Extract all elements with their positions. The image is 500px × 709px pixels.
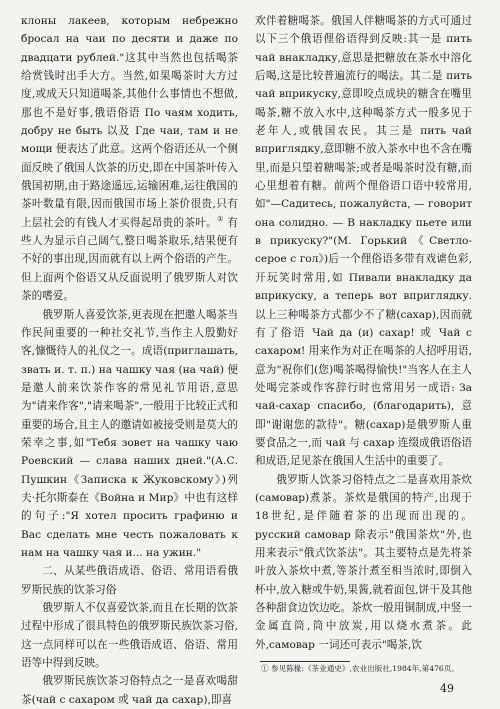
page-number: 49 xyxy=(440,682,454,695)
paragraph: 俄罗斯人不仅喜爱饮茶,而且在长期的饮茶过程中形成了很具特色的俄罗斯民族饮茶习俗,这一点同样可以在一些俄语成语、俗语、常用语等中得到反映。 xyxy=(21,602,238,670)
footnote-marker: ① xyxy=(261,664,269,673)
right-column xyxy=(255,12,472,654)
footnote-divider xyxy=(260,661,350,662)
left-column xyxy=(21,12,238,709)
paragraph: 俄罗斯人饮茶习俗特点之二是喜欢用茶炊(самовар)煮茶。茶炊是俄国的特产,出现于18世纪,是伴随着茶的出现而出现的。русский самовар 除表示"俄国茶炊"外,也用来表示"俄式饮茶法"。其主要特点是先将茶叶放入茶炊中煮,等茶汁煮至相当浓时,即倒入杯中,放入糖或牛奶,果酱,就着面包,饼干及其他各种甜食边饮边吃。茶炊一般用铜制成,中竖一金属直筒,筒中放炭,用以烧水煮茶。此外,самовар 一词还可表示"喝茶,饮 xyxy=(255,473,472,651)
paragraph: 俄罗斯人喜爱饮茶,更表现在把邀人喝茶当作民间重要的一种社交礼节,当作主人殷勤好客,慷慨待人的礼仪之一。成语(приглашать, звать и. т. п.) на чашку чая (на чай) 便是邀人前来饮茶作客的常见礼节用语,意思为"请来作客","请来喝茶",一般用于比较正式和重要的场合,且主人的邀请如被接受则是莫大的荣幸之事,如"Тебя зовет на чашку чаю Роевский — слава наших дней."(А.С. Пушкин《Записка к Жуковскому》)列夫·托尔斯泰在《Война и Мир》中也有这样的句子:"Я хотел просить графиню и Вас сделать мне честь пожаловать к нам на чашку чая и... на ужин." xyxy=(21,308,238,559)
footnote-text: 参见陈椽:《茶业通史》,农业出版社,1984年,第476页。 xyxy=(271,664,459,673)
footnote xyxy=(261,664,483,675)
paragraph: 欢伴着糖喝茶。俄国人伴糖喝茶的方式可通过以下三个俄语俚俗语得到反映:其一是 пить чай внакладку,意思是把糖放在茶水中溶化后喝,这是比较普遍流行的喝法。其二是 пить чай вприкуску,意即咬点成块的糖含在嘴里喝茶,糖不放入水中,这种喝茶方式一般多见于老年人,或俄国农民。其三是 пить чай вприглядку,意即糖不放入茶水中也不含在嘴里,而是只望着糖喝茶;或者是喝茶时没有糖,而心里想着有糖。前两个俚俗语口语中较常用,如"—Садитесь, пожалуйста, — говорит она солидно. — В накладку пьете или в прикуску?"(М. Горький《Светло-серое с гол》)后一个俚俗语多带有戏谑色彩,开玩笑时常用,如 Пивали внакладку да вприкуску, а теперь вот вприглядку. 以上三种喝茶方式都少不了糖(сахар),因而就有了俗语 Чай да (и) сахар! 或 Чай с сахаром! 用来作为对正在喝茶的人招呼用语,意为"祝你们(您)喝茶喝得愉快!"当客人在主人处喝完茶或作客辞行时也常用另一成语: За чай-сахар спасибо, (благодарить), 意即"谢谢您的款待"。糖(сахар)是俄罗斯人重要食品之一,而 чай 与 сахар 连缀成俄语俗语和成语,足见茶在俄国人生活中的重要了。 xyxy=(255,15,472,468)
paragraph: 俄罗斯民族饮茶习俗特点之一是喜欢喝甜茶(чай с сахаром 或 чай да сахар),即喜 xyxy=(21,675,238,706)
paragraph-text: 有些人为显示自己阔气,整日喝茶取乐,结果便有不好的事出现,因而就有以上两个俗语的产生。但上面两个俗语又从反面说明了俄罗斯人对饮茶的嗜爱。 xyxy=(21,216,239,303)
paragraph-text: клоны лакеев, которым небрежно бросал на чаи по десяти и даже по двадцати рублей."这其中当然也包括喝茶给赏钱时出手大方。当然,如果喝茶时大方过度,或成天只知道喝茶,其他什么事情也不想做,那也不是好事,俄语俗语 По чаям ходить, добру не быть 以及 Где чаи, там и не мощи 便表达了此意。这两个俗语还从一个侧面反映了俄国人饮茶的历史,即在中国茶叶传入俄国初期,由于路途遥远,运输困难,运往俄国的茶叶数量有限,因而俄国市场上茶价很贵,只有上层社会的有钱人才买得起昂贵的茶叶。 xyxy=(21,15,238,229)
footnote-marker: ① xyxy=(217,214,224,223)
section-heading: 二、从某些俄语成语、俗语、常用语看俄罗斯民族的饮茶习俗 xyxy=(21,565,238,596)
paragraph xyxy=(21,12,238,306)
